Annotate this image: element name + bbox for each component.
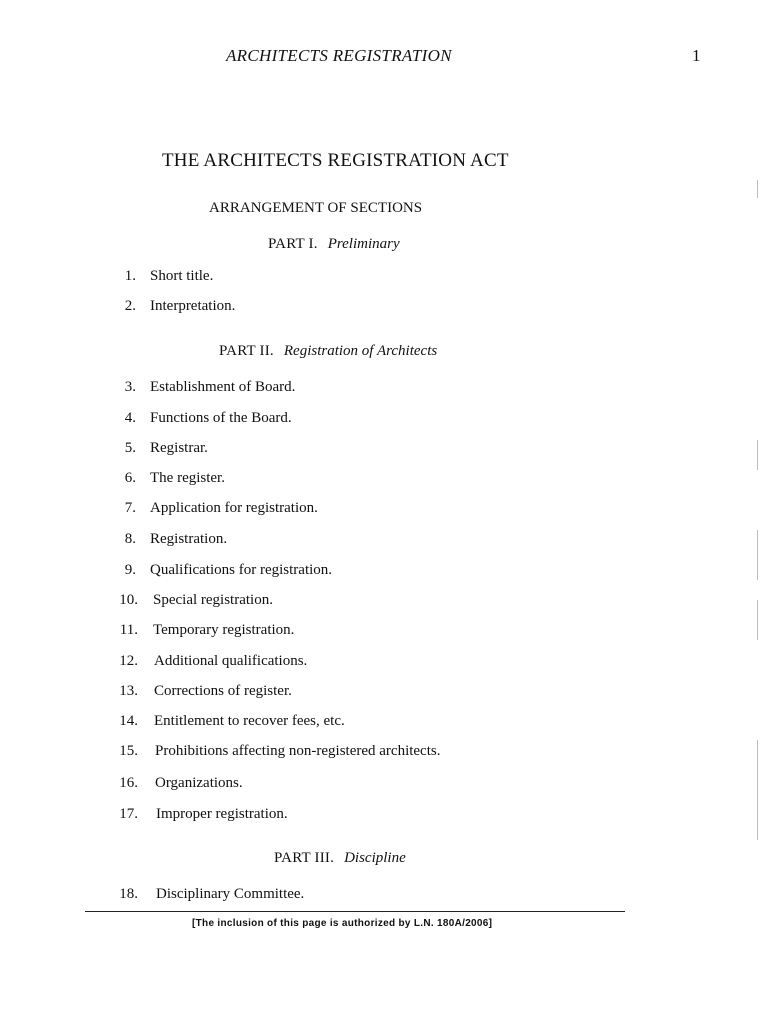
part-number: PART III.	[274, 850, 335, 866]
section-title: Prohibitions affecting non-registered architects.	[155, 743, 441, 759]
part-heading	[274, 850, 406, 867]
section-title: Temporary registration.	[153, 622, 295, 638]
section-title: Short title.	[150, 268, 214, 284]
part-name: Registration of Architects	[283, 343, 438, 359]
section-item	[112, 268, 214, 285]
section-number: 2.	[124, 298, 136, 314]
section-item	[112, 440, 208, 457]
section-number: 5.	[124, 440, 136, 456]
section-number: 12.	[119, 653, 138, 669]
section-title: Establishment of Board.	[150, 379, 296, 395]
arrangement-heading: ARRANGEMENT OF SECTIONS	[209, 200, 423, 216]
section-item	[112, 379, 296, 396]
section-item	[112, 713, 345, 730]
act-title: THE ARCHITECTS REGISTRATION ACT	[162, 150, 509, 171]
section-item	[112, 470, 225, 487]
section-number: 4.	[124, 410, 136, 426]
section-item	[112, 562, 333, 579]
footer-note: [The inclusion of this page is authorized by L.N. 180A/2006]	[192, 918, 493, 929]
section-title: Application for registration.	[150, 500, 318, 516]
section-title: Interpretation.	[150, 298, 236, 314]
section-number: 10.	[119, 592, 138, 608]
section-title: Registration.	[150, 531, 228, 547]
section-item	[112, 500, 318, 517]
section-number: 1.	[124, 268, 136, 284]
part-number: PART II.	[219, 343, 274, 359]
section-title: Qualifications for registration.	[150, 562, 333, 578]
section-number: 14.	[119, 713, 138, 729]
part-number: PART I.	[268, 236, 318, 252]
section-item	[112, 410, 292, 427]
section-item	[112, 775, 243, 792]
section-item	[112, 683, 292, 700]
scan-artifact	[757, 600, 758, 640]
section-title: Functions of the Board.	[150, 410, 292, 426]
page-number: 1	[692, 46, 701, 65]
footer-rule	[85, 911, 625, 912]
section-title: Organizations.	[155, 775, 243, 791]
section-item	[112, 886, 305, 903]
section-number: 16.	[119, 775, 138, 791]
part-heading	[219, 343, 437, 360]
section-title: Entitlement to recover fees, etc.	[154, 713, 345, 729]
scan-artifact	[757, 740, 758, 840]
part-name: Discipline	[344, 850, 406, 866]
section-item	[112, 298, 236, 315]
section-item	[112, 592, 273, 609]
scan-artifact	[757, 180, 758, 198]
section-item	[112, 806, 288, 823]
section-title: The register.	[150, 470, 225, 486]
scan-artifact	[757, 530, 758, 580]
part-name: Preliminary	[327, 236, 400, 252]
section-number: 13.	[119, 683, 138, 699]
section-title: Registrar.	[150, 440, 208, 456]
running-header: ARCHITECTS REGISTRATION	[226, 46, 452, 65]
section-number: 7.	[124, 500, 136, 516]
section-title: Improper registration.	[156, 806, 288, 822]
section-title: Special registration.	[153, 592, 273, 608]
section-title: Additional qualifications.	[154, 653, 308, 669]
section-item	[112, 622, 295, 639]
section-number: 17.	[119, 806, 138, 822]
section-title: Corrections of register.	[154, 683, 292, 699]
section-number: 3.	[124, 379, 136, 395]
section-item	[112, 743, 441, 760]
section-title: Disciplinary Committee.	[156, 886, 305, 902]
section-number: 8.	[124, 531, 136, 547]
section-number: 18.	[119, 886, 138, 902]
section-item	[112, 653, 308, 670]
part-heading	[268, 236, 400, 253]
section-item	[112, 531, 228, 548]
section-number: 6.	[124, 470, 136, 486]
scan-artifact	[757, 440, 758, 470]
section-number: 11.	[119, 622, 138, 638]
section-number: 15.	[119, 743, 138, 759]
section-number: 9.	[124, 562, 136, 578]
